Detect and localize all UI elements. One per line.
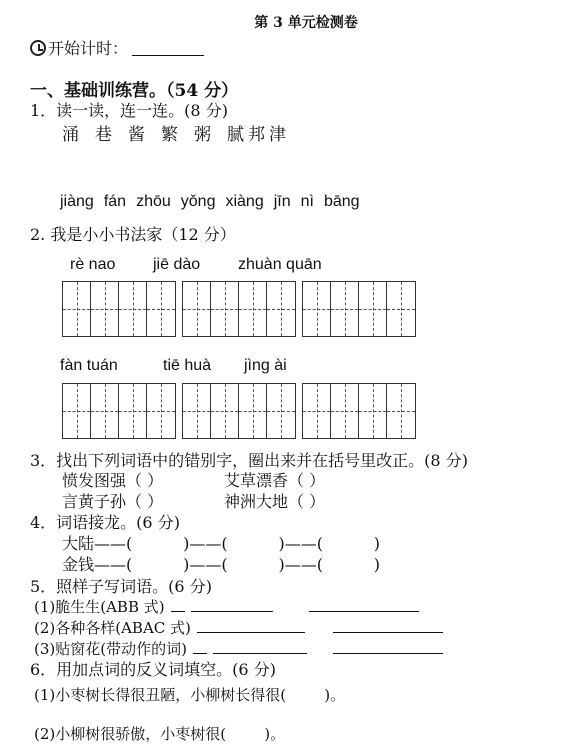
- q5-item: [34, 596, 419, 617]
- q2-pinyin-5: tiē huà: [163, 357, 212, 374]
- writing-block[interactable]: [62, 281, 176, 337]
- answer-line[interactable]: [309, 597, 419, 612]
- q1-pinyin-item[interactable]: xiàng: [225, 193, 264, 210]
- q5-item: [34, 638, 443, 659]
- q1-char[interactable]: 粥: [194, 125, 211, 145]
- q1-chars: [62, 120, 302, 145]
- q3-item[interactable]: 愤发图强（ ）: [62, 471, 164, 490]
- answer-line[interactable]: [333, 618, 443, 633]
- section-heading: 一、基础训练营。（54 分）: [30, 81, 239, 101]
- q5-item-text: (2)各种各样(ABAC 式): [34, 619, 191, 637]
- q1-pinyin-item[interactable]: fán: [103, 193, 127, 210]
- clock-icon: [30, 40, 46, 56]
- q4-label: 4．词语接龙。(6 分): [30, 513, 180, 532]
- q2-pinyin-3: zhuàn quān: [238, 256, 322, 273]
- q3-item[interactable]: 艾草漂香（ ）: [224, 471, 326, 490]
- q1-pinyin-item[interactable]: bāng: [323, 193, 360, 210]
- answer-line[interactable]: [191, 597, 273, 612]
- q1-char[interactable]: 邦: [248, 125, 265, 145]
- q1-pinyin: [60, 193, 370, 211]
- q1-pinyin-item[interactable]: jīn: [273, 193, 291, 210]
- q3-item[interactable]: 言黄子孙（ ）: [62, 492, 164, 511]
- q2-pinyin-4: fàn tuán: [60, 357, 118, 374]
- q2-pinyin-6: jìng ài: [244, 357, 287, 374]
- answer-line[interactable]: [193, 639, 207, 654]
- answer-line[interactable]: [171, 597, 185, 612]
- answer-line[interactable]: [197, 618, 305, 633]
- q4-line[interactable]: 金钱——( )——( )——( ): [62, 555, 381, 574]
- timer-row: [30, 36, 204, 59]
- q3-label: 3．找出下列词语中的错别字，圈出来并在括号里改正。(8 分): [30, 451, 468, 470]
- q6-item[interactable]: (1)小枣树长得很丑陋，小柳树长得很( )。: [34, 686, 346, 704]
- q2-pinyin-1: rè nao: [70, 256, 116, 273]
- q3-item[interactable]: 神洲大地（ ）: [224, 492, 326, 511]
- q1-char[interactable]: 繁: [161, 125, 178, 145]
- q1-char[interactable]: 涌: [62, 125, 79, 145]
- timer-label: 开始计时：: [48, 39, 129, 58]
- writing-block[interactable]: [62, 383, 176, 439]
- q1-char[interactable]: 巷: [95, 125, 112, 145]
- q5-item-text: (3)贴窗花(带动作的词): [34, 640, 187, 658]
- page-title: 第 3 单元检测卷: [254, 15, 358, 31]
- q1-pinyin-item[interactable]: nì: [300, 193, 314, 210]
- q4-line[interactable]: 大陆——( )——( )——( ): [62, 534, 381, 553]
- writing-grid-row1: [62, 281, 416, 337]
- q1-char[interactable]: 津: [269, 125, 286, 145]
- q1-pinyin-item[interactable]: yǒng: [180, 193, 216, 210]
- q6-item[interactable]: (2)小柳树很骄傲，小枣树很( )。: [34, 725, 286, 743]
- writing-block[interactable]: [182, 383, 296, 439]
- q2-label: 2. 我是小小书法家（12 分）: [30, 225, 236, 244]
- q5-item: [34, 617, 443, 638]
- writing-block[interactable]: [182, 281, 296, 337]
- q1-pinyin-item[interactable]: jiàng: [60, 193, 94, 210]
- timer-blank[interactable]: [132, 39, 204, 56]
- answer-line[interactable]: [213, 639, 307, 654]
- q5-item-text: (1)脆生生(ABB 式): [34, 598, 165, 616]
- writing-grid-row2: [62, 383, 416, 439]
- q1-char[interactable]: 腻: [227, 125, 244, 145]
- q5-label: 5．照样子写词语。(6 分): [30, 577, 212, 596]
- q1-label: 1．读一读，连一连。(8 分): [30, 101, 228, 120]
- q6-label: 6．用加点词的反义词填空。(6 分): [30, 660, 276, 679]
- q2-pinyin-2: jiē dào: [153, 256, 201, 273]
- answer-line[interactable]: [333, 639, 443, 654]
- writing-block[interactable]: [302, 281, 416, 337]
- q1-char[interactable]: 酱: [128, 125, 145, 145]
- writing-block[interactable]: [302, 383, 416, 439]
- q1-pinyin-item[interactable]: zhōu: [136, 193, 171, 210]
